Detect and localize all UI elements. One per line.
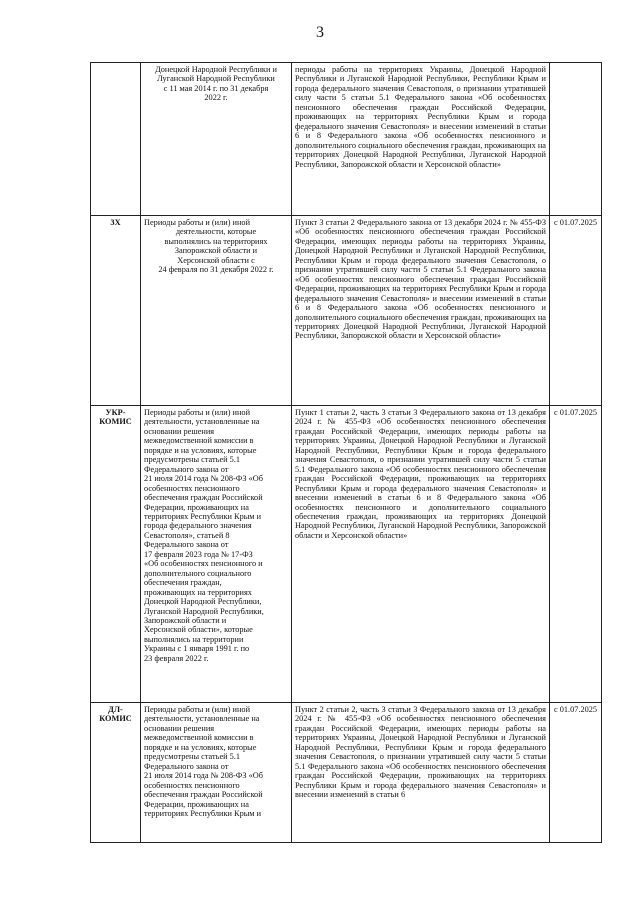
row-code	[91, 703, 141, 843]
description-line: Севастополя», статьей 8	[144, 530, 230, 540]
description-line: Луганской Народной Республики,	[144, 606, 264, 616]
table-row	[91, 216, 602, 406]
description-line: особенностях пенсионного	[144, 483, 240, 493]
description-line: дополнительного социального	[144, 568, 252, 578]
description-line: Донецкой Народной Республики,	[144, 597, 262, 607]
row-legal-basis: Пункт 3 статьи 2 Федерального закона от 13 декабря 2024 г. № 455-ФЗ «Об особенностях пенсионного обеспечения граждан Российской Федерации, имеющих периоды работы на территориях Украины, Донецкой Народной Республики и Луганской Народной Республики, Республики Крым и города федерального значения Севастополя, о признании утратившей силу части 5 статьи 5.1 Федерального закона «Об особенностях пенсионного обеспечения граждан Российской Федерации, проживающих на территориях Республики Крым и города федерального значения Севастополя» и внесении изменений в статьи 6 и 8 Федерального закона «Об особенностях пенсионного и дополнительного социального обеспечения граждан, проживающих на территориях Донецкой Народной Республики, Луганской Народной Республики, Запорожской области и Херсонской области»	[292, 216, 550, 406]
description-line: Федерации, проживающих на	[144, 799, 249, 809]
description-line: Федерального закона от	[144, 540, 229, 550]
description-line: 23 февраля 2022 г.	[144, 653, 209, 663]
row-code-text: УКР-КОМИС	[99, 408, 132, 427]
row-code: 3Х	[91, 216, 141, 406]
row-effective-date: с 01.07.2025	[550, 703, 602, 843]
row-legal-basis: Пункт 2 статьи 2, часть 3 статьи 3 Федерального закона от 13 декабря 2024 г. № 455-ФЗ «Об особенностях пенсионного обеспечения граждан Российской Федерации, имеющих периоды работы на территориях Украины, Донецкой Народной Республики и Луганской Народной Республики, Республики Крым и города федерального значения Севастополя, о признании утратившей силу части 5 статьи 5.1 Федерального закона «Об особенностях пенсионного обеспечения граждан Российской Федерации, проживающих на территориях Республики Крым и города федерального значения Севастополя» и внесении изменений в статьи 6	[292, 703, 550, 843]
description-line: особенностях пенсионного	[144, 780, 240, 790]
description-line: основании решения	[144, 723, 215, 733]
description-line: Украины с 1 января 1991 г. по	[144, 644, 250, 654]
description-line: Федерального закона от	[144, 761, 229, 771]
description-line: 2022 г.	[204, 93, 228, 103]
description-line: обеспечения граждан Российской	[144, 493, 263, 503]
description-line: Периоды работы и (или) иной	[144, 408, 251, 417]
description-line: Донецкой Народной Республики и	[155, 65, 277, 74]
row-description	[141, 703, 292, 843]
description-line: деятельности, установленные на	[144, 417, 260, 427]
row-code	[91, 406, 141, 703]
row-description	[141, 216, 292, 406]
description-line: «Об особенностях пенсионного и	[144, 559, 263, 569]
description-line: с 11 мая 2014 г. по 31 декабря	[163, 83, 269, 93]
description-line: выполнялись на территории	[144, 634, 244, 644]
description-line: Херсонской области», которые	[144, 625, 253, 635]
description-line: основании решения	[144, 426, 215, 436]
table-row	[91, 703, 602, 843]
row-effective-date: с 01.07.2025	[550, 216, 602, 406]
description-line: территориях Республики Крым и	[144, 511, 262, 521]
row-effective-date: с 01.07.2025	[550, 406, 602, 703]
row-code-text: ДЛ-КОМИС	[99, 705, 132, 724]
description-line: Запорожской области и	[144, 615, 227, 625]
description-line: межведомственной комиссии в	[144, 733, 254, 743]
description-line: проживающих на территориях	[144, 587, 252, 597]
row-effective-date	[550, 63, 602, 216]
row-code	[91, 63, 141, 216]
description-line: Федерального закона от	[144, 464, 229, 474]
description-line: Периоды работы и (или) иной	[144, 705, 251, 714]
description-line: Периоды работы и (или) иной	[144, 218, 251, 227]
description-line: 21 июля 2014 года № 208-ФЗ «Об	[144, 474, 263, 484]
description-line: порядке и на условиях, которые	[144, 445, 257, 455]
description-line: 17 февраля 2023 года № 17-ФЗ	[144, 549, 253, 559]
row-description	[141, 406, 292, 703]
row-legal-basis: периоды работы на территориях Украины, Донецкой Народной Республики и Луганской Народной Республики, Республики Крым и города федерального значения Севастополя, о признании утратившей силу части 5 статьи 5.1 Федерального закона «Об особенностях пенсионного обеспечения граждан Российской Федерации, проживающих на территориях Республики Крым и города федерального значения Севастополя» и внесении изменений в статьи 6 и 8 Федерального закона «Об особенностях пенсионного и дополнительного социального обеспечения граждан, проживающих на территориях Донецкой Народной Республики, Луганской Народной Республики, Запорожской области и Херсонской области»	[292, 63, 550, 216]
table-row	[91, 406, 602, 703]
description-line: Федерации, проживающих на	[144, 502, 249, 512]
description-line: 21 июля 2014 года № 208-ФЗ «Об	[144, 771, 263, 781]
row-legal-basis: Пункт 1 статьи 2, часть 3 статьи 3 Федерального закона от 13 декабря 2024 г. № 455-ФЗ «Об особенностях пенсионного обеспечения граждан Российской Федерации, имеющих периоды работы на территориях Украины, Донецкой Народной Республики и Луганской Народной Республики, Республики Крым и города федерального значения Севастополя, о признании утратившей силу части 5 статьи 5.1 Федерального закона «Об особенностях пенсионного обеспечения граждан Российской Федерации, проживающих на территориях Республики Крым и города федерального значения Севастополя» и внесении изменений в статьи 6 и 8 Федерального закона «Об особенностях пенсионного и дополнительного социального обеспечения граждан, проживающих на территориях Донецкой Народной Республики, Луганской Народной Республики, Запорожской области и Херсонской области»	[292, 406, 550, 703]
description-line: Запорожской области и	[174, 246, 258, 256]
description-line: выполнялись на территориях	[164, 236, 268, 246]
description-line: Херсонской области с	[177, 255, 255, 265]
description-line: 24 февраля по 31 декабря 2022 г.	[158, 265, 274, 275]
codes-table	[90, 62, 602, 843]
description-line: межведомственной комиссии в	[144, 436, 254, 446]
description-line: предусмотрены статьей 5.1	[144, 455, 241, 465]
description-line: порядке и на условиях, которые	[144, 742, 257, 752]
page-number: 3	[316, 24, 324, 41]
description-line: деятельности, установленные на	[144, 714, 260, 724]
description-line: территориях Республики Крым и	[144, 808, 262, 818]
description-line: обеспечения граждан Российской	[144, 790, 263, 800]
row-description	[141, 63, 292, 216]
table-row	[91, 63, 602, 216]
description-line: деятельности, которые	[175, 227, 257, 237]
description-line: обеспечения граждан,	[144, 578, 222, 588]
description-line: города федерального значения	[144, 521, 252, 531]
description-line: предусмотрены статьей 5.1	[144, 752, 241, 762]
description-line: Луганской Народной Республики	[157, 74, 275, 84]
